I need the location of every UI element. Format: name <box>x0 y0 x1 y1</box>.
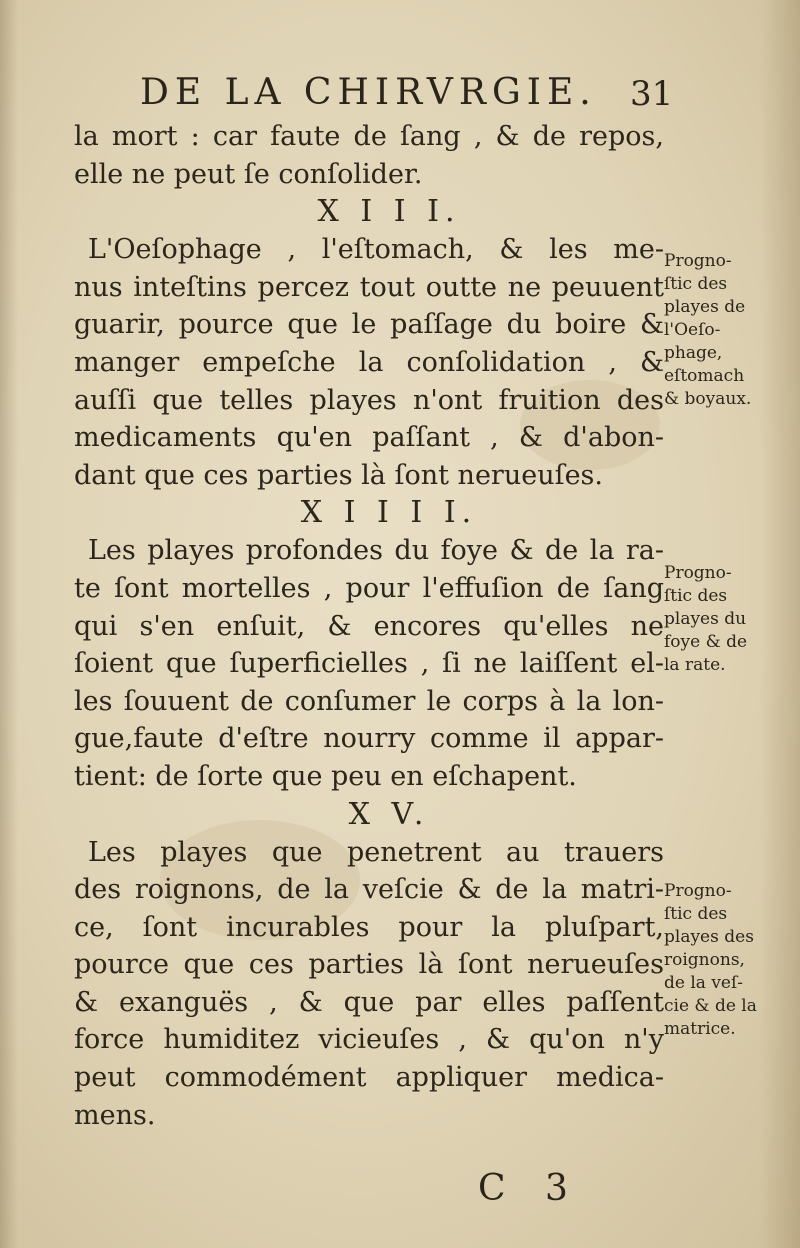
margin-note-line: playes de <box>664 297 746 317</box>
margin-note-line: de la veſ- <box>664 973 744 993</box>
text-line: & exanguës , & que par elles paſſent <box>74 986 664 1018</box>
margin-note-line: & boyaux. <box>664 389 752 409</box>
text-line: guarir, pource que le paſſage du boire & <box>74 309 664 341</box>
text-line: nus inteſtins percez tout outte ne peuuent <box>74 271 664 303</box>
page-edge-left-shadow <box>0 0 18 1248</box>
text-line: ſoient que ſuperficielles , ſi ne laiſſent el- <box>74 648 664 680</box>
text-line: te ſont mortelles , pour l'effuſion de ſang <box>74 572 664 604</box>
margin-note-line: ſtic des <box>664 274 728 294</box>
margin-note-line: matrice. <box>664 1019 736 1039</box>
text-line: elle ne peut ſe conſolider. <box>74 158 423 190</box>
margin-note-line: phage, <box>664 343 723 363</box>
text-line: des roignons, de la veſcie & de la matri- <box>74 874 664 906</box>
margin-note-oesophage <box>664 250 784 411</box>
text-line: gue,faute d'eſtre nourry comme il appar- <box>74 723 664 755</box>
text-line: tient: de ſorte que peu en eſchapent. <box>74 760 577 792</box>
text-line: ce, ſont incurables pour la pluſpart, <box>74 911 664 943</box>
text-line: medicaments qu'en paſſant , & d'abon- <box>74 422 664 454</box>
text-line: peut commodément appliquer medica- <box>74 1062 664 1094</box>
margin-note-line: foye & de <box>664 632 748 652</box>
margin-note-line: roignons, <box>664 950 745 970</box>
margin-note-line: eſtomach <box>664 366 745 386</box>
body-text <box>74 118 664 1134</box>
page-number: 31 <box>630 74 674 114</box>
text-line: Les playes que penetrent au trauers <box>88 836 664 868</box>
margin-note-line: Progno- <box>664 251 732 271</box>
text-line: force humiditez vicieuſes , & qu'on n'y <box>74 1024 664 1056</box>
text-line: la mort : car faute de ſang , & de repos, <box>74 121 664 152</box>
signature-mark: C 3 <box>478 1168 582 1209</box>
text-line: qui s'en enſuit, & encores qu'elles ne <box>74 610 664 642</box>
running-head: DE LA CHIRVRGIE. <box>140 72 597 113</box>
section-heading: X I I I. <box>317 194 461 230</box>
margin-note-line: la rate. <box>664 655 726 675</box>
text-line: L'Oeſophage , l'eſtomach, & les me- <box>88 234 664 266</box>
text-line: auſſi que telles playes n'ont fruition des <box>74 384 664 416</box>
margin-note-line: cie & de la <box>664 996 757 1016</box>
margin-note-line: ſtic des <box>664 586 728 606</box>
margin-note-line: playes des <box>664 927 754 947</box>
margin-note-line: Progno- <box>664 563 732 583</box>
text-line: pource que ces parties là ſont nerueuſes <box>74 949 664 981</box>
text-line: manger empeſche la conſolidation , & <box>74 346 664 378</box>
section-heading: X I I I I. <box>300 495 478 531</box>
margin-note-line: playes du <box>664 609 747 629</box>
margin-note-line: Progno- <box>664 881 732 901</box>
text-line: les ſouuent de conſumer le corps à la lon- <box>74 685 664 717</box>
margin-note-foye <box>664 562 784 677</box>
text-line: Les playes profondes du foye & de la ra- <box>88 535 664 567</box>
margin-note-line: ſtic des <box>664 904 728 924</box>
text-line: dant que ces parties là ſont nerueuſes. <box>74 459 603 491</box>
margin-note-line: l'Oeſo- <box>664 320 721 340</box>
text-line: mens. <box>74 1099 156 1131</box>
margin-note-roignons <box>664 880 784 1041</box>
section-heading: X V. <box>348 796 430 832</box>
